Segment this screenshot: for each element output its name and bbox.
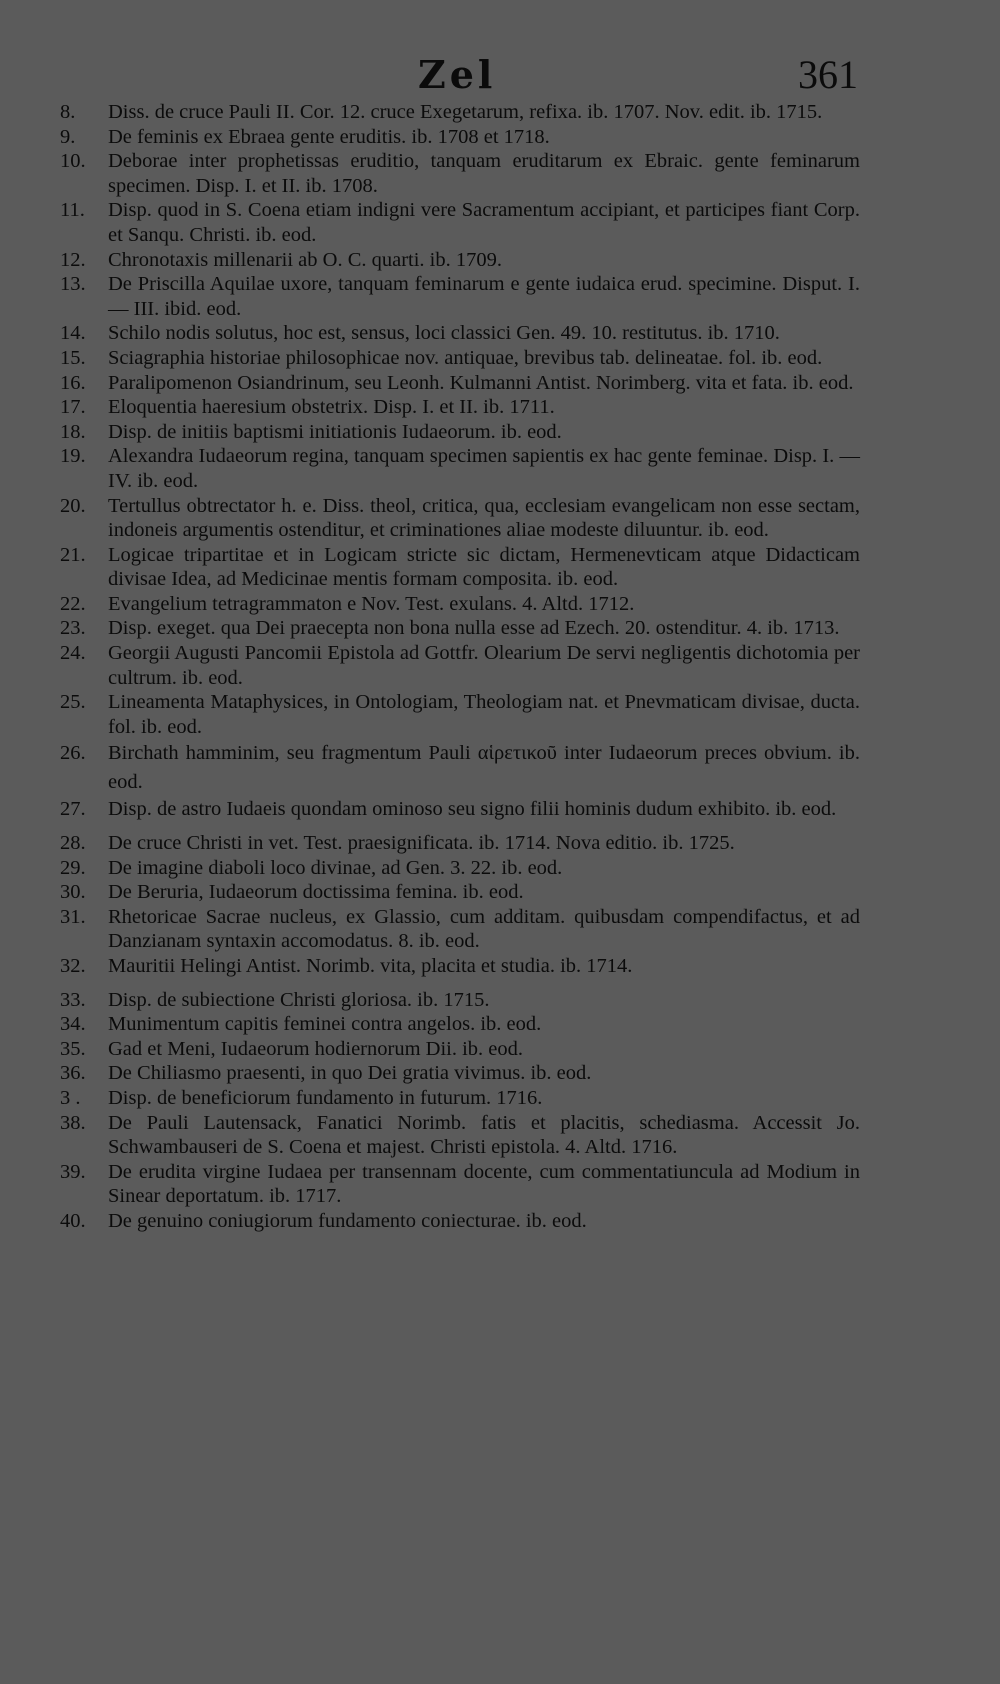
entry-text: Disp. de beneficiorum fundamento in futurum. 1716. xyxy=(108,1086,543,1109)
entry-number: 24. xyxy=(60,642,86,665)
entry-text: Disp. de subiectione Christi gloriosa. ib. 1715. xyxy=(108,988,490,1011)
list-item xyxy=(60,371,860,396)
entry-number: 33. xyxy=(60,988,86,1011)
entry-text: Alexandra Iudaeorum regina, tanquam specimen sapientis ex hac gente feminae. Disp. I. — IV. ib. eod. xyxy=(108,445,860,492)
entry-text: Evangelium tetragrammaton e Nov. Test. exulans. 4. Altd. 1712. xyxy=(108,592,635,615)
entry-number: 30. xyxy=(60,881,86,904)
entry-text: De erudita virgine Iudaea per transennam docente, cum commentatiuncula ad Modium in Sinear deportatum. ib. 1717. xyxy=(108,1160,860,1208)
entry-number: 21. xyxy=(60,543,86,566)
entry-text: Lineamenta Mataphysices, in Ontologiam, Theologiam nat. et Pnevmaticam divisae, ducta. fol. ib. eod. xyxy=(108,691,860,738)
entry-number: 16. xyxy=(60,371,86,394)
entry-text: De genuino coniugiorum fundamento coniecturae. ib. eod. xyxy=(108,1209,587,1232)
list-item xyxy=(60,592,860,617)
entry-number: 3 . xyxy=(60,1086,81,1109)
entry-text: De Chiliasmo praesenti, in quo Dei gratia vivimus. ib. eod. xyxy=(108,1062,592,1085)
entry-text: Chronotaxis millenarii ab O. C. quarti. ib. 1709. xyxy=(108,248,503,271)
list-item xyxy=(60,198,860,247)
entry-number: 39. xyxy=(60,1160,86,1183)
entry-text: Diss. de cruce Pauli II. Cor. 12. cruce Exegetarum, refixa. ib. 1707. Nov. edit. ib. 1715. xyxy=(108,101,823,123)
page-header xyxy=(0,52,1000,98)
entry-number: 25. xyxy=(60,691,86,714)
list-item xyxy=(60,905,860,954)
list-item xyxy=(60,616,860,641)
list-item xyxy=(60,797,860,822)
entry-text: Georgii Augusti Pancomii Epistola ad Gottfr. Olearium De servi negligentis dichotomia per cultrum. ib. eod. xyxy=(108,642,860,689)
entry-number: 32. xyxy=(60,955,86,977)
list-item xyxy=(60,880,860,905)
list-item xyxy=(60,444,860,493)
entry-number: 8. xyxy=(60,101,76,123)
entry-number: 13. xyxy=(60,273,86,296)
list-item xyxy=(60,248,860,273)
entry-number: 31. xyxy=(60,905,86,928)
entry-text: De Priscilla Aquilae uxore, tanquam feminarum e gente iudaica erud. specimine. Disput. I. — III. ibid. eod. xyxy=(108,273,860,320)
entry-number: 17. xyxy=(60,396,86,419)
entry-text: Schilo nodis solutus, hoc est, sensus, loci classici Gen. 49. 10. restitutus. ib. 1710. xyxy=(108,322,780,345)
list-item xyxy=(60,346,860,371)
entry-text: Gad et Meni, Iudaeorum hodiernorum Dii. ib. eod. xyxy=(108,1037,524,1060)
entry-number: 34. xyxy=(60,1013,86,1036)
entry-text: Deborae inter prophetissas eruditio, tanquam eruditarum ex Ebraic. gente feminarum specimen. Disp. I. et II. ib. 1708. xyxy=(108,150,860,197)
entry-text: Sciagraphia historiae philosophicae nov. antiquae, brevibus tab. delineatae. fol. ib. eod. xyxy=(108,346,823,369)
list-item xyxy=(60,543,860,592)
list-item xyxy=(60,739,860,797)
entry-text: Tertullus obtrectator h. e. Diss. theol, critica, qua, ecclesiam evangelicam non esse sectam, indoneis argumentis ostenditur, et criminationes aliae modeste diluuntur. ib. eod. xyxy=(108,494,860,542)
entry-number: 35. xyxy=(60,1037,86,1060)
list-item xyxy=(60,494,860,543)
entry-text: De Beruria, Iudaeorum doctissima femina. ib. eod. xyxy=(108,881,524,904)
list-item xyxy=(60,988,860,1013)
entry-text: De cruce Christi in vet. Test. praesignificata. ib. 1714. Nova editio. ib. 1725. xyxy=(108,832,735,855)
entry-number: 15. xyxy=(60,346,86,369)
list-item xyxy=(60,954,860,979)
entry-text: Logicae tripartitae et in Logicam stricte sic dictam, Hermenevticam atque Didacticam divisae Idea, ad Medicinae mentis formam composita. ib. eod. xyxy=(108,543,860,591)
entry-text: De feminis ex Ebraea gente eruditis. ib. 1708 et 1718. xyxy=(108,125,550,148)
list-item xyxy=(60,1086,860,1111)
entry-number: 11. xyxy=(60,199,85,222)
list-item xyxy=(60,641,860,690)
entry-number: 23. xyxy=(60,617,86,640)
list-item xyxy=(60,100,860,125)
list-item xyxy=(60,395,860,420)
entry-text: Disp. de astro Iudaeis quondam ominoso seu signo filii hominis dudum exhibito. ib. eod. xyxy=(108,798,837,821)
entry-number: 29. xyxy=(60,856,86,879)
entry-number: 9. xyxy=(60,125,76,148)
entry-text: Paralipomenon Osiandrinum, seu Leonh. Kulmanni Antist. Norimberg. vita et fata. ib. eod. xyxy=(108,371,854,394)
entry-text: Munimentum capitis feminei contra angelos. ib. eod. xyxy=(108,1013,542,1036)
entry-text: Disp. de initiis baptismi initiationis Iudaeorum. ib. eod. xyxy=(108,420,562,443)
list-item xyxy=(60,1012,860,1037)
entry-number: 12. xyxy=(60,248,86,271)
entry-text: Mauritii Helingi Antist. Norimb. vita, placita et studia. ib. 1714. xyxy=(108,955,633,977)
entry-number: 26. xyxy=(60,742,86,765)
entry-number: 38. xyxy=(60,1111,86,1134)
list-item xyxy=(60,321,860,346)
entry-number: 18. xyxy=(60,420,86,443)
list-item xyxy=(60,125,860,150)
entry-number: 28. xyxy=(60,832,86,855)
list-item xyxy=(60,149,860,198)
list-item xyxy=(60,690,860,739)
page-number: 361 xyxy=(798,52,858,97)
entry-text: Eloquentia haeresium obstetrix. Disp. I. et II. ib. 1711. xyxy=(108,396,555,419)
entry-text: De Pauli Lautensack, Fanatici Norimb. fatis et placitis, schediasma. Accessit Jo. Schwambauseri de S. Coena et majest. Christi epistola. 4. Altd. 1716. xyxy=(108,1111,860,1159)
list-item xyxy=(60,272,860,321)
list-item xyxy=(60,1209,860,1234)
list-item xyxy=(60,856,860,881)
list-item xyxy=(60,1111,860,1160)
entry-number: 19. xyxy=(60,445,86,468)
entry-text: Disp. exeget. qua Dei praecepta non bona nulla esse ad Ezech. 20. ostenditur. 4. ib. 1713. xyxy=(108,617,840,640)
list-item xyxy=(60,1160,860,1209)
entry-text: De imagine diaboli loco divinae, ad Gen. 3. 22. ib. eod. xyxy=(108,856,563,879)
bibliography-list xyxy=(60,100,860,1234)
entry-text: Disp. quod in S. Coena etiam indigni vere Sacramentum accipiant, et participes fiant Corp. et Sanqu. Christi. ib. eod. xyxy=(108,199,860,246)
entry-number: 10. xyxy=(60,150,86,173)
entry-number: 22. xyxy=(60,592,86,615)
entry-number: 27. xyxy=(60,798,86,821)
list-item xyxy=(60,831,860,856)
running-head: Zel xyxy=(418,52,497,97)
entry-number: 20. xyxy=(60,494,86,517)
entry-number: 14. xyxy=(60,322,86,345)
list-item xyxy=(60,420,860,445)
entry-number: 40. xyxy=(60,1209,86,1232)
entry-number: 36. xyxy=(60,1062,86,1085)
entry-text: Rhetoricae Sacrae nucleus, ex Glassio, cum additam. quibusdam compendifactus, et ad Danzianam syntaxin accomodatus. 8. ib. eod. xyxy=(108,905,860,953)
entry-text: Birchath hamminim, seu fragmentum Pauli αἱρετικοῦ inter Iudaeorum preces obvium. ib. eod. xyxy=(108,742,860,794)
list-item xyxy=(60,1061,860,1086)
list-item xyxy=(60,1037,860,1062)
